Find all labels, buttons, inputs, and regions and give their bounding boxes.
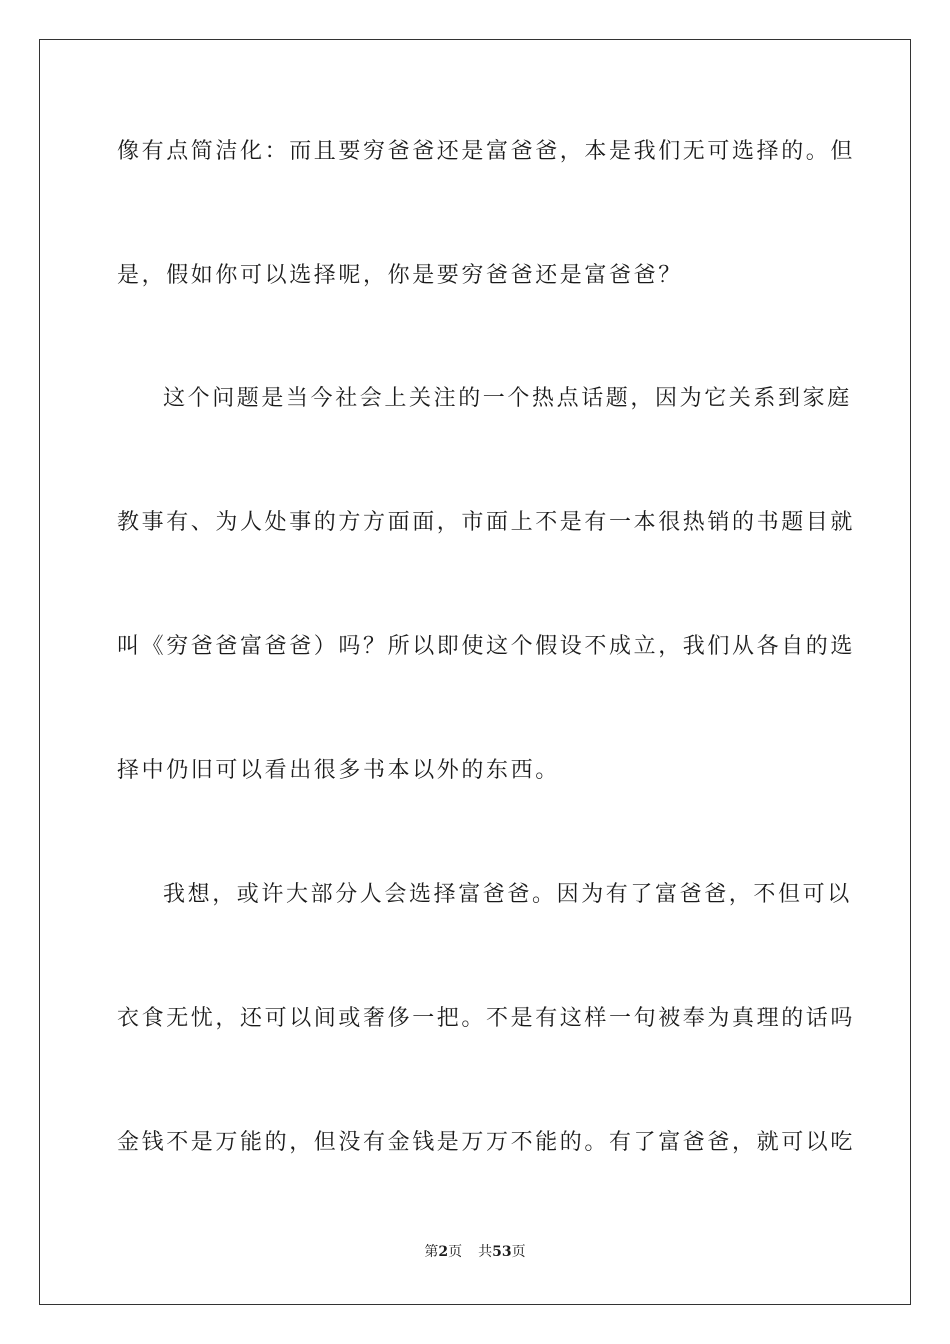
body-line-5: 叫《穷爸爸富爸爸）吗？所以即使这个假设不成立，我们从各自的选 xyxy=(117,634,856,659)
body-line-2: 是，假如你可以选择呢，你是要穷爸爸还是富爸爸？ xyxy=(117,263,683,288)
body-line-9: 金钱不是万能的，但没有金钱是万万不能的。有了富爸爸，就可以吃 xyxy=(117,1130,856,1155)
body-line-8: 衣食无忧，还可以间或奢侈一把。不是有这样一句被奉为真理的话吗 xyxy=(117,1006,856,1031)
footer-page-prefix: 第 xyxy=(424,1244,439,1260)
footer-total-suffix: 页 xyxy=(511,1244,526,1260)
body-line-3: 这个问题是当今社会上关注的一个热点话题，因为它关系到家庭 xyxy=(163,386,852,411)
body-line-6: 择中仍旧可以看出很多书本以外的东西。 xyxy=(117,758,560,783)
footer-total-prefix: 共 xyxy=(478,1244,493,1260)
footer-page-suffix: 页 xyxy=(448,1244,463,1260)
page-border xyxy=(39,39,911,1305)
page-footer xyxy=(0,1243,950,1261)
body-line-4: 教事有、为人处事的方方面面，市面上不是有一本很热销的书题目就 xyxy=(117,510,856,535)
body-line-7: 我想，或许大部分人会选择富爸爸。因为有了富爸爸，不但可以 xyxy=(163,882,852,907)
footer-total-pages: 53 xyxy=(492,1244,512,1260)
body-line-1: 像有点简洁化：而且要穷爸爸还是富爸爸，本是我们无可选择的。但 xyxy=(117,139,856,164)
footer-page-number: 2 xyxy=(438,1244,449,1260)
